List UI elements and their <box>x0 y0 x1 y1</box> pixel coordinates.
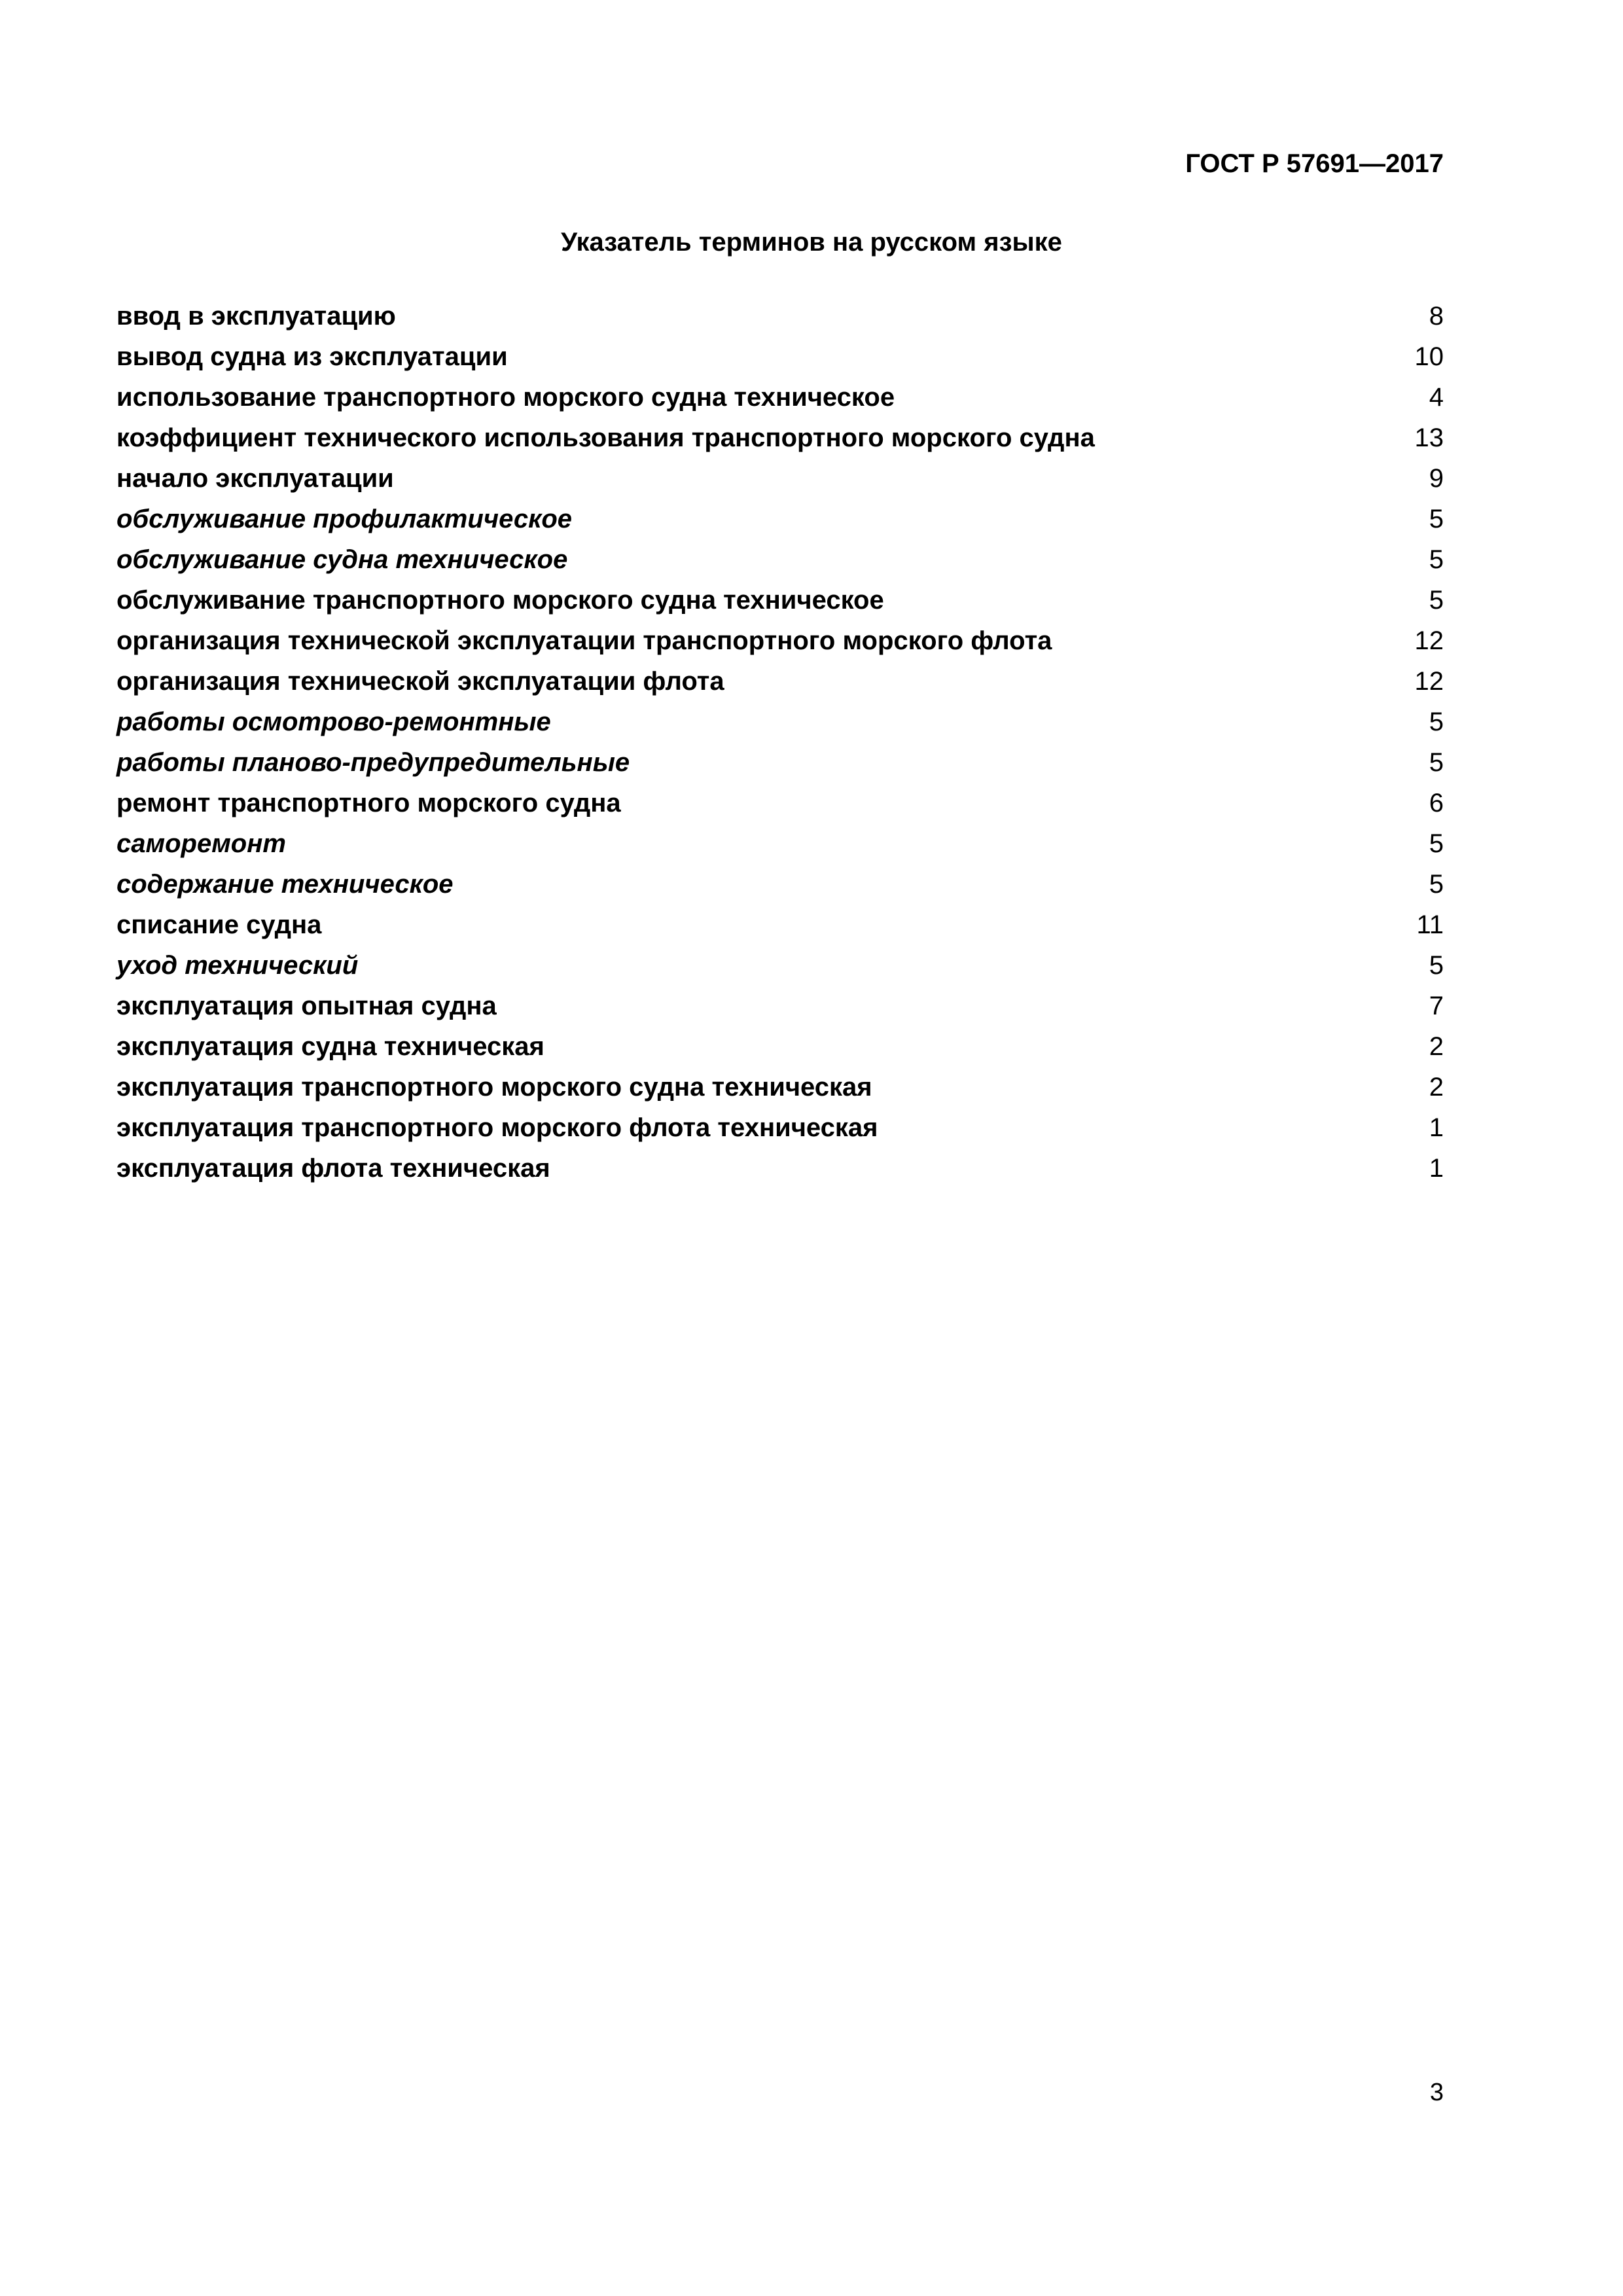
index-term: ввод в эксплуатацию <box>116 301 396 331</box>
index-term: эксплуатация транспортного морского судна техническая <box>116 1072 872 1102</box>
index-term: ремонт транспортного морского судна <box>116 788 621 817</box>
index-term: уход технический <box>116 950 359 980</box>
index-entry <box>116 783 1444 823</box>
index-term: работы планово-предупредительные <box>116 747 630 777</box>
index-term-number: 1 <box>1429 1113 1444 1142</box>
index-entry <box>116 620 1444 661</box>
index-term: организация технической эксплуатации транспортного морского флота <box>116 626 1052 655</box>
index-entry <box>116 580 1444 620</box>
index-term-number: 5 <box>1429 829 1444 858</box>
index-entry <box>116 864 1444 905</box>
index-title: Указатель терминов на русском языке <box>561 228 1062 257</box>
document-header: ГОСТ Р 57691—2017 <box>1185 149 1444 178</box>
index-term: обслуживание профилактическое <box>116 504 573 533</box>
index-term-number: 9 <box>1429 463 1444 493</box>
index-term: содержание техническое <box>116 869 454 899</box>
index-entry <box>116 1148 1444 1189</box>
index-term-number: 7 <box>1429 991 1444 1020</box>
index-term-number: 12 <box>1414 626 1444 655</box>
index-entry <box>116 458 1444 499</box>
index-term: эксплуатация транспортного морского флота техническая <box>116 1113 878 1142</box>
index-entry <box>116 418 1444 458</box>
index-term-number: 5 <box>1429 950 1444 980</box>
index-term: эксплуатация флота техническая <box>116 1153 550 1183</box>
index-term-number: 2 <box>1429 1072 1444 1102</box>
page-number: 3 <box>1429 2079 1444 2106</box>
index-term-number: 1 <box>1429 1153 1444 1183</box>
index-term-number: 4 <box>1429 382 1444 412</box>
index-entry <box>116 336 1444 377</box>
index-term-number: 10 <box>1414 342 1444 371</box>
index-term-number: 5 <box>1429 707 1444 736</box>
index-entry <box>116 986 1444 1026</box>
index-term-number: 2 <box>1429 1031 1444 1061</box>
index-term-number: 6 <box>1429 788 1444 817</box>
index-term-number: 12 <box>1414 666 1444 696</box>
index-entry <box>116 499 1444 539</box>
index-entry <box>116 1107 1444 1148</box>
index-term-number: 5 <box>1429 585 1444 615</box>
index-entry <box>116 945 1444 986</box>
index-term: использование транспортного морского судна техническое <box>116 382 895 412</box>
index-term: эксплуатация судна техническая <box>116 1031 544 1061</box>
index-term: эксплуатация опытная судна <box>116 991 497 1020</box>
index-term-number: 11 <box>1416 910 1444 939</box>
index-entry <box>116 823 1444 864</box>
index-entry <box>116 702 1444 742</box>
index-entry <box>116 661 1444 702</box>
index-term: вывод судна из эксплуатации <box>116 342 508 371</box>
index-term: коэффициент технического использования транспортного морского судна <box>116 423 1095 452</box>
index-term-number: 13 <box>1414 423 1444 452</box>
index-term: списание судна <box>116 910 322 939</box>
index-entry <box>116 1026 1444 1067</box>
index-term-number: 8 <box>1429 301 1444 331</box>
index-entry <box>116 296 1444 336</box>
index-term: работы осмотрово-ремонтные <box>116 707 551 736</box>
index-entry <box>116 905 1444 945</box>
index-term-number: 5 <box>1429 545 1444 574</box>
index-entry <box>116 377 1444 418</box>
index-term: обслуживание транспортного морского судна техническое <box>116 585 884 615</box>
index-entry <box>116 1067 1444 1107</box>
index-entry <box>116 742 1444 783</box>
index-term: обслуживание судна техническое <box>116 545 568 574</box>
term-index-list <box>116 296 1444 1189</box>
index-term: саморемонт <box>116 829 286 858</box>
index-term: начало эксплуатации <box>116 463 394 493</box>
index-term-number: 5 <box>1429 504 1444 533</box>
index-term-number: 5 <box>1429 869 1444 899</box>
index-entry <box>116 539 1444 580</box>
index-term: организация технической эксплуатации флота <box>116 666 724 696</box>
index-term-number: 5 <box>1429 747 1444 777</box>
